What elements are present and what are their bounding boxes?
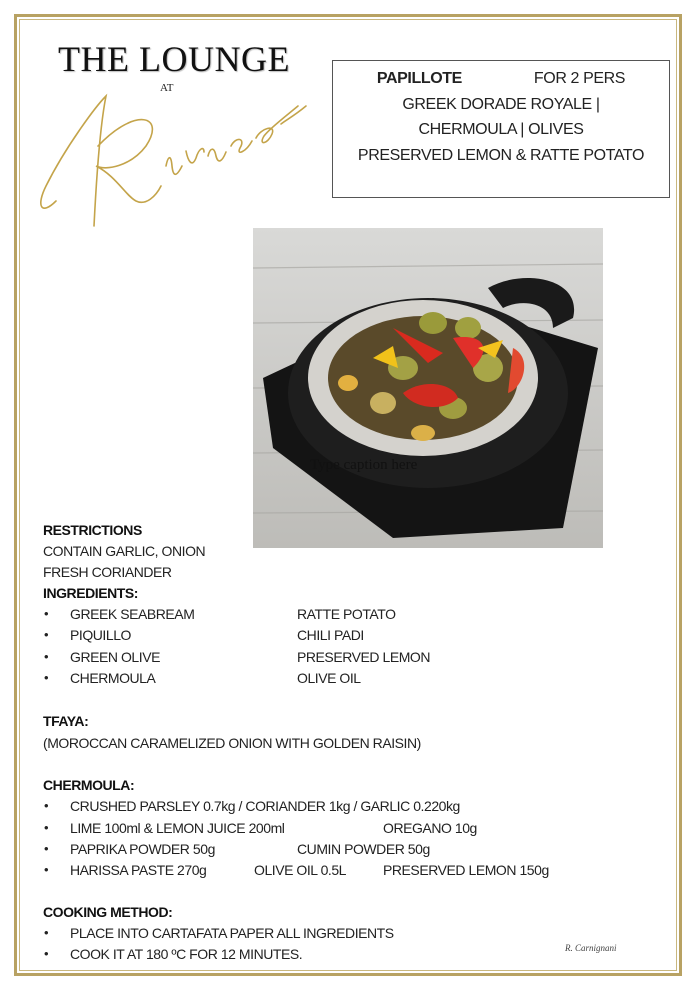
tfaya-description: (MOROCCAN CARAMELIZED ONION WITH GOLDEN RAISIN)	[43, 735, 421, 751]
restriction-line: CONTAIN GARLIC, ONION	[43, 543, 206, 559]
ingredient-item: CHERMOULA	[70, 670, 156, 686]
dish-description-line: CHERMOULA | OLIVES	[418, 121, 584, 138]
bullet: •	[44, 649, 49, 664]
ingredient-item: PIQUILLO	[70, 627, 131, 643]
bullet: •	[44, 841, 49, 856]
chermoula-item: OREGANO 10g	[383, 820, 477, 836]
dish-title-box	[332, 60, 670, 198]
cooking-step: PLACE INTO CARTAFATA PAPER ALL INGREDIENTS	[70, 925, 394, 941]
tfaya-heading: TFAYA:	[43, 713, 89, 729]
chermoula-heading: CHERMOULA:	[43, 777, 135, 793]
chef-signature: R. Carnignani	[565, 943, 617, 953]
chermoula-item: LIME 100ml & LEMON JUICE 200ml	[70, 820, 285, 836]
logo-title: THE LOUNGE	[58, 39, 290, 79]
chermoula-item: HARISSA PASTE 270g	[70, 862, 207, 878]
logo-at: AT	[160, 82, 174, 94]
chermoula-item: CUMIN POWDER 50g	[297, 841, 430, 857]
dish-description-line: PRESERVED LEMON & RATTE POTATO	[357, 146, 645, 164]
bullet: •	[44, 606, 49, 621]
chermoula-item: PRESERVED LEMON 150g	[383, 862, 549, 878]
ingredient-item: GREEN OLIVE	[70, 649, 160, 665]
chermoula-item: OLIVE OIL 0.5L	[254, 862, 347, 878]
ingredient-item: CHILI PADI	[297, 627, 364, 643]
dish-photo	[253, 228, 603, 548]
bullet: •	[44, 862, 49, 877]
dish-photo-illustration	[253, 228, 603, 548]
chermoula-item: PAPRIKA POWDER 50g	[70, 841, 215, 857]
ingredient-item: GREEK SEABREAM	[70, 606, 195, 622]
bullet: •	[44, 946, 49, 961]
bullet: •	[44, 670, 49, 685]
chermoula-item: CRUSHED PARSLEY 0.7kg / CORIANDER 1kg / GARLIC 0.220kg	[70, 798, 460, 814]
restriction-line: FRESH CORIANDER	[43, 564, 172, 580]
bullet: •	[44, 925, 49, 940]
ingredient-item: RATTE POTATO	[297, 606, 396, 622]
restrictions-heading: RESTRICTIONS	[43, 522, 142, 538]
cooking-method-heading: COOKING METHOD:	[43, 904, 173, 920]
dish-description-line: GREEK DORADE ROYALE |	[402, 95, 600, 113]
ingredient-item: PRESERVED LEMON	[297, 649, 431, 665]
bullet: •	[44, 820, 49, 835]
dish-name: PAPILLOTE	[376, 70, 462, 87]
ingredient-item: OLIVE OIL	[297, 670, 361, 686]
cooking-step: COOK IT AT 180 ºC FOR 12 MINUTES.	[70, 946, 303, 962]
ingredients-heading: INGREDIENTS:	[43, 585, 138, 601]
photo-caption-placeholder[interactable]: Type caption here	[310, 457, 418, 473]
bullet: •	[44, 798, 49, 813]
bullet: •	[44, 627, 49, 642]
serving-size: FOR 2 PERS	[533, 70, 626, 87]
logo-script-riviera	[36, 86, 316, 231]
